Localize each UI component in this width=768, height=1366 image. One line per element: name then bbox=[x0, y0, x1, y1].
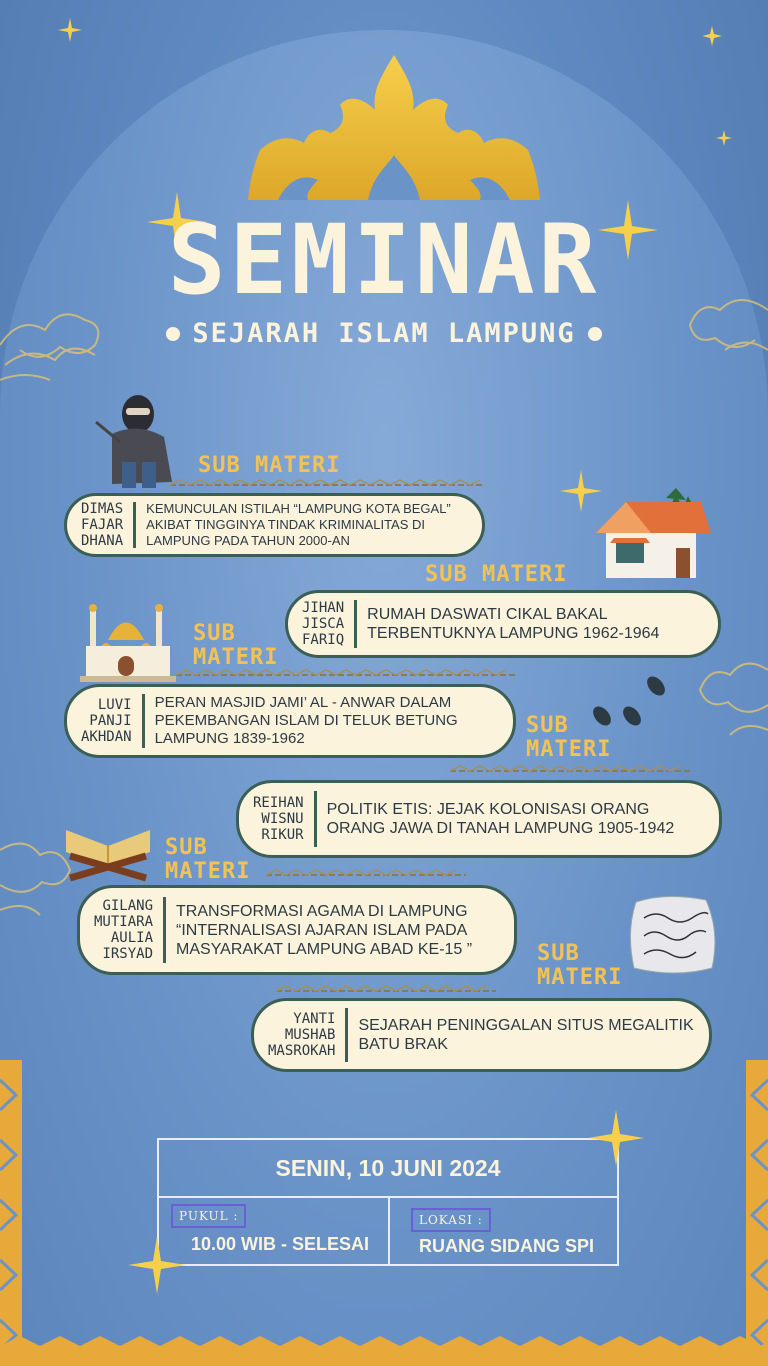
time-label: PUKUL : bbox=[171, 1204, 246, 1228]
sub-label-line: SUB bbox=[193, 621, 236, 646]
session-card bbox=[64, 493, 485, 557]
bullet-dot bbox=[588, 327, 602, 341]
info-divider bbox=[388, 1196, 390, 1266]
sub-label-line: SUB bbox=[165, 835, 208, 860]
sub-materi-label bbox=[165, 836, 250, 884]
sparkle-icon bbox=[128, 1236, 186, 1294]
speaker-name: LUVI PANJI AKHDAN bbox=[67, 694, 145, 747]
session-topic: TRANSFORMASI AGAMA DI LAMPUNG “INTERNALISASI AJARAN ISLAM PADA MASYARAKAT LAMPUNG ABAD KE-15 ” bbox=[176, 902, 473, 958]
crown-icon bbox=[248, 55, 540, 205]
session-topic: KEMUNCULAN ISTILAH “LAMPUNG KOTA BEGAL” AKIBAT TINGGINYA TINDAK KRIMINALITAS DI LAMPUNG PADA TAHUN 2000-AN bbox=[146, 501, 451, 548]
cloud-ornament-icon bbox=[690, 640, 768, 750]
event-info-box bbox=[157, 1138, 619, 1266]
sub-label-line: MATERI bbox=[165, 859, 251, 884]
session-topic: RUMAH DASWATI CIKAL BAKAL TERBENTUKNYA LAMPUNG 1962-1964 bbox=[367, 606, 660, 642]
time-value: 10.00 WIB - SELESAI bbox=[191, 1234, 370, 1254]
sub-label-line: MATERI bbox=[537, 965, 623, 990]
border-ornament-icon bbox=[170, 478, 485, 492]
speaker-name: YANTI MUSHAB MASROKAH bbox=[254, 1008, 348, 1061]
session-card bbox=[251, 998, 712, 1072]
bullet-dot bbox=[166, 327, 180, 341]
sparkle-icon bbox=[702, 26, 722, 46]
subtitle-row bbox=[0, 318, 768, 349]
border-ornament-icon bbox=[276, 984, 496, 998]
event-date: SENIN, 10 JUNI 2024 bbox=[159, 1140, 617, 1198]
page-title: SEMINAR bbox=[167, 204, 601, 316]
session-topic: SEJARAH PENINGGALAN SITUS MEGALITIK BATU BRAK bbox=[358, 1017, 694, 1053]
session-topic: POLITIK ETIS: JEJAK KOLONISASI ORANG ORANG JAWA DI TANAH LAMPUNG 1905-1942 bbox=[326, 801, 675, 837]
session-card bbox=[285, 590, 721, 658]
location-label: LOKASI : bbox=[411, 1208, 491, 1232]
sub-materi-label bbox=[526, 714, 611, 762]
border-ornament-icon bbox=[0, 1060, 22, 1366]
sparkle-icon bbox=[716, 130, 732, 146]
speaker-name: REIHAN WISNU RIKUR bbox=[239, 791, 317, 847]
session-card bbox=[236, 780, 722, 858]
sub-label-line: SUB bbox=[537, 941, 580, 966]
quran-stand-icon bbox=[62, 822, 154, 882]
sub-materi-label: SUB MATERI bbox=[425, 562, 568, 587]
sparkle-icon bbox=[560, 470, 602, 512]
sparkle-icon bbox=[58, 18, 82, 42]
manuscript-icon bbox=[626, 892, 720, 976]
mosque-icon bbox=[78, 600, 178, 682]
page-subtitle: SEJARAH ISLAM LAMPUNG bbox=[192, 318, 576, 349]
sub-materi-label bbox=[193, 622, 278, 670]
border-ornament-icon bbox=[450, 764, 690, 778]
session-card bbox=[77, 885, 517, 975]
sub-label-line: MATERI bbox=[526, 737, 612, 762]
border-ornament-icon bbox=[746, 1060, 768, 1366]
speaker-name: JIHAN JISCA FARIQ bbox=[288, 600, 357, 648]
location-value: RUANG SIDANG SPI bbox=[419, 1236, 595, 1256]
session-card bbox=[64, 684, 516, 758]
sub-label-line: SUB bbox=[526, 713, 569, 738]
sparkle-icon bbox=[588, 1110, 644, 1166]
border-ornament-icon bbox=[176, 668, 516, 682]
sub-materi-label bbox=[537, 942, 622, 990]
border-ornament-icon bbox=[0, 1336, 768, 1366]
border-ornament-icon bbox=[266, 868, 466, 882]
thief-icon bbox=[92, 392, 184, 492]
house-icon bbox=[596, 488, 716, 583]
speaker-name: GILANG MUTIARA AULIA IRSYAD bbox=[80, 897, 166, 963]
speaker-name: DIMAS FAJAR DHANA bbox=[67, 502, 136, 547]
session-topic: PERAN MASJID JAMI’ AL - ANWAR DALAM PEKEMBANGAN ISLAM DI TELUK BETUNG LAMPUNG 1839-1962 bbox=[154, 694, 458, 747]
sub-label-line: MATERI bbox=[193, 645, 279, 670]
sub-materi-label: SUB MATERI bbox=[198, 453, 341, 478]
